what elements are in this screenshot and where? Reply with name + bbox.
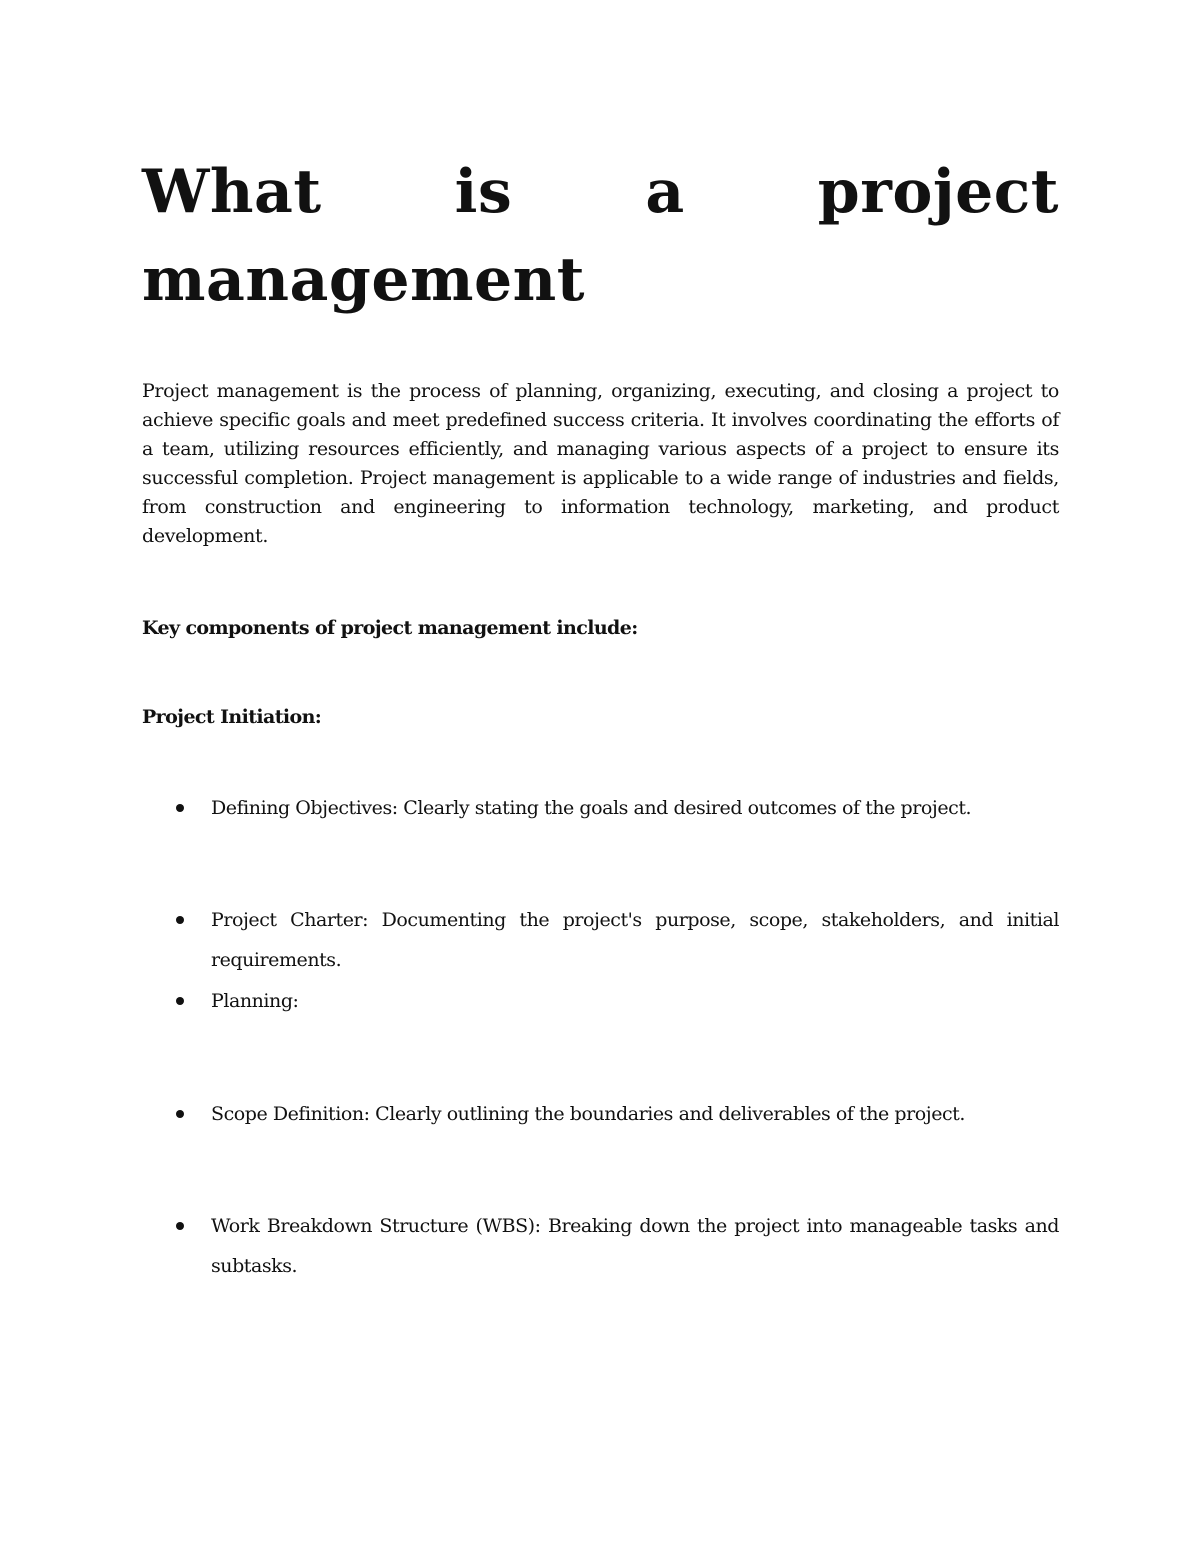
list-item-text: Planning: [211,990,299,1012]
bullet-icon [176,997,184,1005]
key-components-heading: Key components of project management include: [142,617,638,639]
document-page [142,0,1059,1553]
list-item-text: Work Breakdown Structure (WBS): Breaking down the project into manageable tasks and subtasks. [211,1215,1059,1277]
bullet-icon [176,1222,184,1230]
page-title-line-1: What is a project [142,157,1059,227]
list-item-text: Defining Objectives: Clearly stating the goals and desired outcomes of the project. [211,797,972,819]
list-item-text: Scope Definition: Clearly outlining the boundaries and deliverables of the project. [211,1103,965,1125]
bullet-icon [176,1110,184,1118]
intro-paragraph: Project management is the process of planning, organizing, executing, and closing a project to achieve specific goals and meet predefined success criteria. It involves coordinating the efforts of a team, utilizing resources efficiently, and managing various aspects of a project to ensure its successful completion. Project management is applicable to a wide range of industries and fields, from construction and engineering to information technology, marketing, and product development. [142,380,1059,547]
list-item [142,981,1059,1021]
list-item [142,1094,1059,1134]
list-item [142,900,1059,980]
page-title-line-2: management [142,245,585,315]
list-item [142,788,1059,828]
list-item [142,1206,1059,1286]
page-title [142,148,1059,324]
bullet-icon [176,916,184,924]
list-item-text: Project Charter: Documenting the project's purpose, scope, stakeholders, and initial requirements. [211,909,1059,971]
project-initiation-heading: Project Initiation: [142,706,322,728]
bullet-icon [176,804,184,812]
